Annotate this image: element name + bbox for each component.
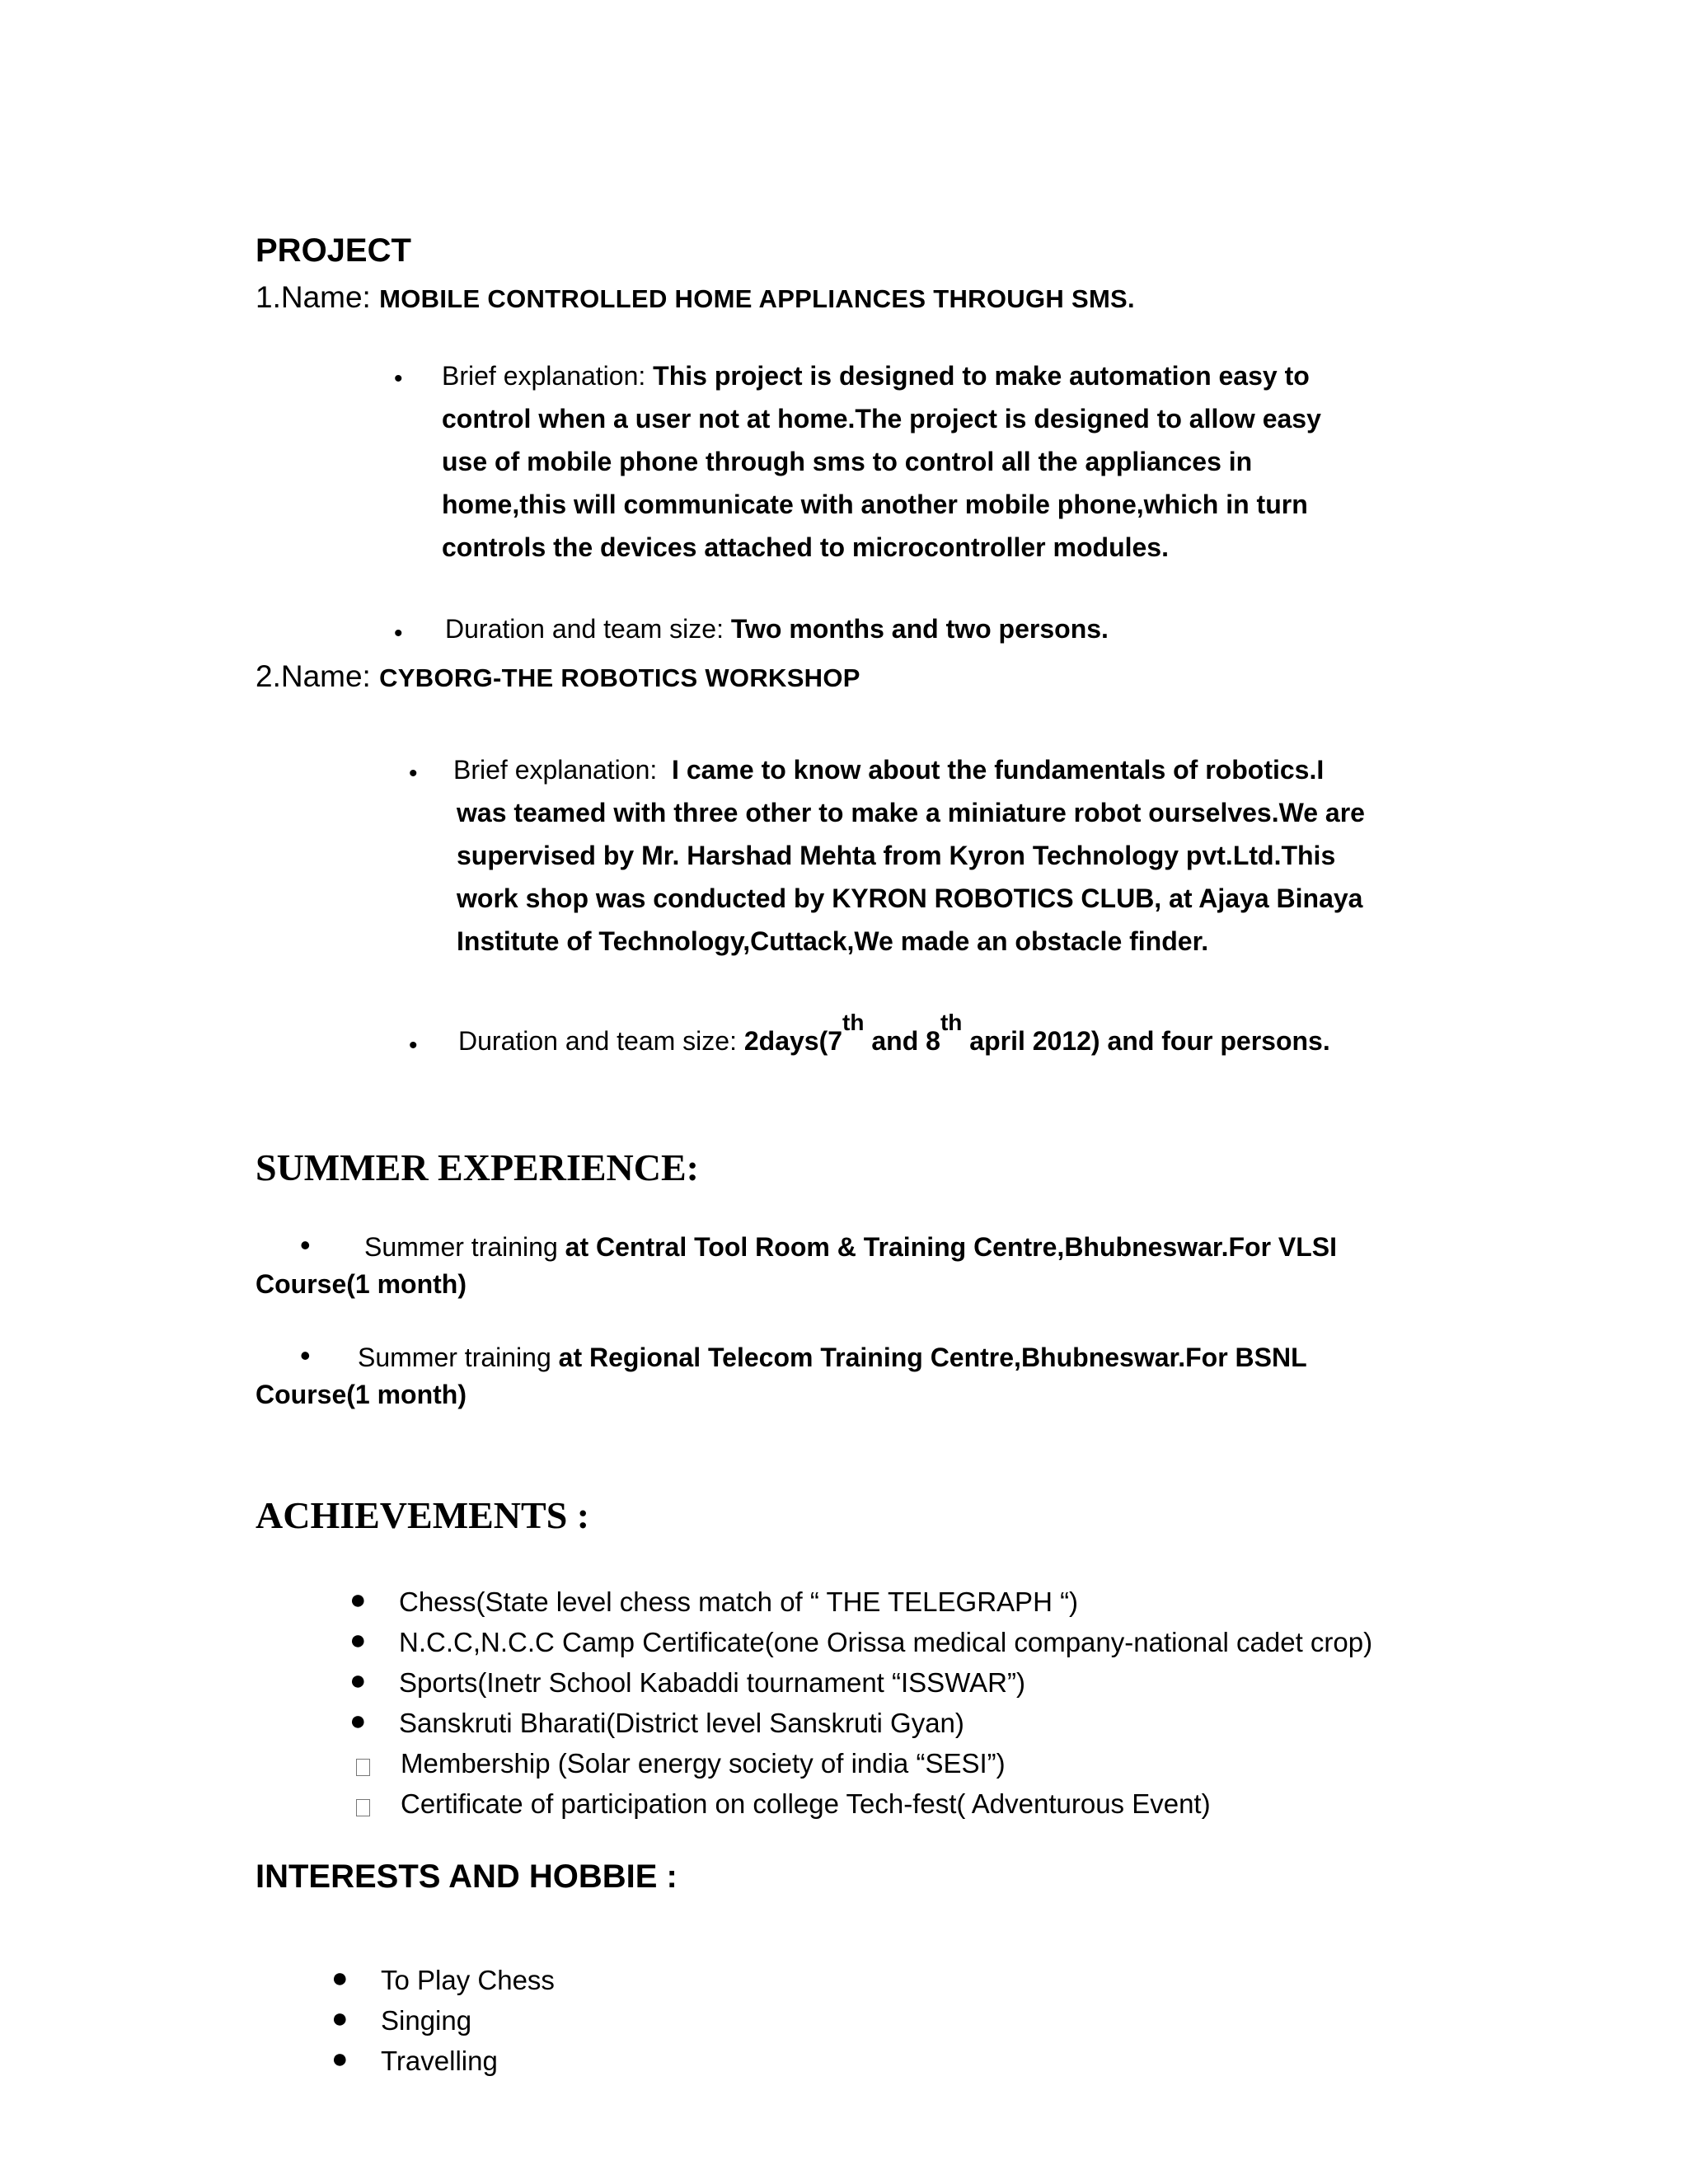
summer-item-1-detail: at Central Tool Room & Training Centre,Bhubneswar.For VLSI: [565, 1232, 1338, 1262]
project-1-duration-label: Duration and team size:: [445, 614, 724, 644]
bullet-icon: •: [409, 760, 418, 787]
bullet-icon: ●: [349, 1624, 367, 1656]
interest-item: Singing: [381, 2005, 472, 2036]
summer-item-2-continuation: Course(1 month): [256, 1380, 467, 1409]
duration-superscript: th: [940, 1010, 963, 1035]
project-1-duration-value: Two months and two persons.: [730, 614, 1109, 644]
project-1-explanation-line: controls the devices attached to microcontroller modules.: [442, 532, 1169, 562]
project-2-explanation-label: Brief explanation:: [453, 755, 658, 785]
project-1-name: MOBILE CONTROLLED HOME APPLIANCES THROUGH SMS.: [379, 284, 1135, 313]
achievement-item: Membership (Solar energy society of india “SESI”): [401, 1748, 1006, 1779]
bullet-icon: ●: [331, 2003, 349, 2034]
project-heading: PROJECT: [256, 232, 411, 269]
bullet-icon: ●: [349, 1584, 367, 1615]
checkbox-bullet-icon: [356, 1759, 370, 1776]
project-1-explanation-label: Brief explanation:: [442, 361, 646, 391]
project-2-explanation: [453, 748, 1459, 963]
bullet-icon: ●: [331, 2043, 349, 2074]
project-1-explanation-line: home,this will communicate with another mobile phone,which in turn: [442, 490, 1308, 519]
checkbox-bullet-icon: [356, 1799, 370, 1816]
project-2-name: CYBORG-THE ROBOTICS WORKSHOP: [379, 663, 860, 692]
achievements-heading: ACHIEVEMENTS :: [256, 1494, 590, 1536]
project-2-explanation-line: was teamed with three other to make a miniature robot ourselves.We are: [457, 798, 1365, 827]
bullet-icon: •: [300, 1338, 311, 1372]
summer-item-2: [358, 1343, 1307, 1373]
project-1-explanation: [442, 354, 1431, 569]
achievement-item: Certificate of participation on college Tech-fest( Adventurous Event): [401, 1788, 1211, 1819]
bullet-icon: ●: [349, 1705, 367, 1736]
summer-item-1-continuation: Course(1 month): [256, 1269, 467, 1299]
project-1-explanation-line: This project is designed to make automation easy to: [653, 361, 1310, 391]
achievement-item: Sanskruti Bharati(District level Sanskruti Gyan): [399, 1708, 964, 1738]
bullet-icon: ●: [331, 1962, 349, 1994]
project-2-explanation-line: I came to know about the fundamentals of robotics.I: [672, 755, 1325, 785]
project-2-name-line: [256, 659, 860, 694]
project-1-number-label: 1.Name:: [256, 280, 371, 314]
summer-item-1: [364, 1232, 1337, 1263]
project-2-explanation-line: work shop was conducted by KYRON ROBOTICS CLUB, at Ajaya Binaya: [457, 883, 1363, 913]
project-2-explanation-line: supervised by Mr. Harshad Mehta from Kyron Technology pvt.Ltd.This: [457, 841, 1336, 870]
bullet-icon: ●: [349, 1665, 367, 1696]
bullet-icon: •: [300, 1228, 311, 1262]
interest-item: To Play Chess: [381, 1965, 555, 1995]
project-1-duration: [445, 614, 1109, 644]
project-2-explanation-line: Institute of Technology,Cuttack,We made an obstacle finder.: [457, 926, 1209, 956]
achievement-item: Sports(Inetr School Kabaddi tournament “ISSWAR”): [399, 1667, 1025, 1698]
project-2-number-label: 2.Name:: [256, 659, 371, 693]
project-2-duration: [458, 1010, 1330, 1057]
project-1-name-line: [256, 280, 1135, 315]
duration-part: april 2012) and four persons.: [962, 1026, 1330, 1056]
interests-heading: INTERESTS AND HOBBIE :: [256, 1858, 678, 1895]
summer-item-2-label: Summer training: [358, 1343, 551, 1372]
duration-superscript: th: [842, 1010, 865, 1035]
duration-part: 2days(7: [743, 1026, 843, 1056]
bullet-icon: •: [409, 1032, 418, 1059]
project-1-explanation-line: control when a user not at home.The project is designed to allow easy: [442, 404, 1321, 434]
interest-item: Travelling: [381, 2046, 498, 2076]
summer-item-1-label: Summer training: [364, 1232, 558, 1262]
bullet-icon: •: [394, 620, 403, 647]
project-2-duration-label: Duration and team size:: [458, 1026, 737, 1056]
summer-heading: SUMMER EXPERIENCE:: [256, 1146, 699, 1188]
achievement-item: N.C.C,N.C.C Camp Certificate(one Orissa medical company-national cadet crop): [399, 1627, 1373, 1657]
duration-part: and 8: [864, 1026, 940, 1056]
summer-item-2-detail: at Regional Telecom Training Centre,Bhubneswar.For BSNL: [558, 1343, 1307, 1372]
bullet-icon: •: [394, 365, 403, 392]
achievement-item: Chess(State level chess match of “ THE TELEGRAPH “): [399, 1586, 1079, 1617]
project-1-explanation-line: use of mobile phone through sms to control all the appliances in: [442, 447, 1253, 476]
